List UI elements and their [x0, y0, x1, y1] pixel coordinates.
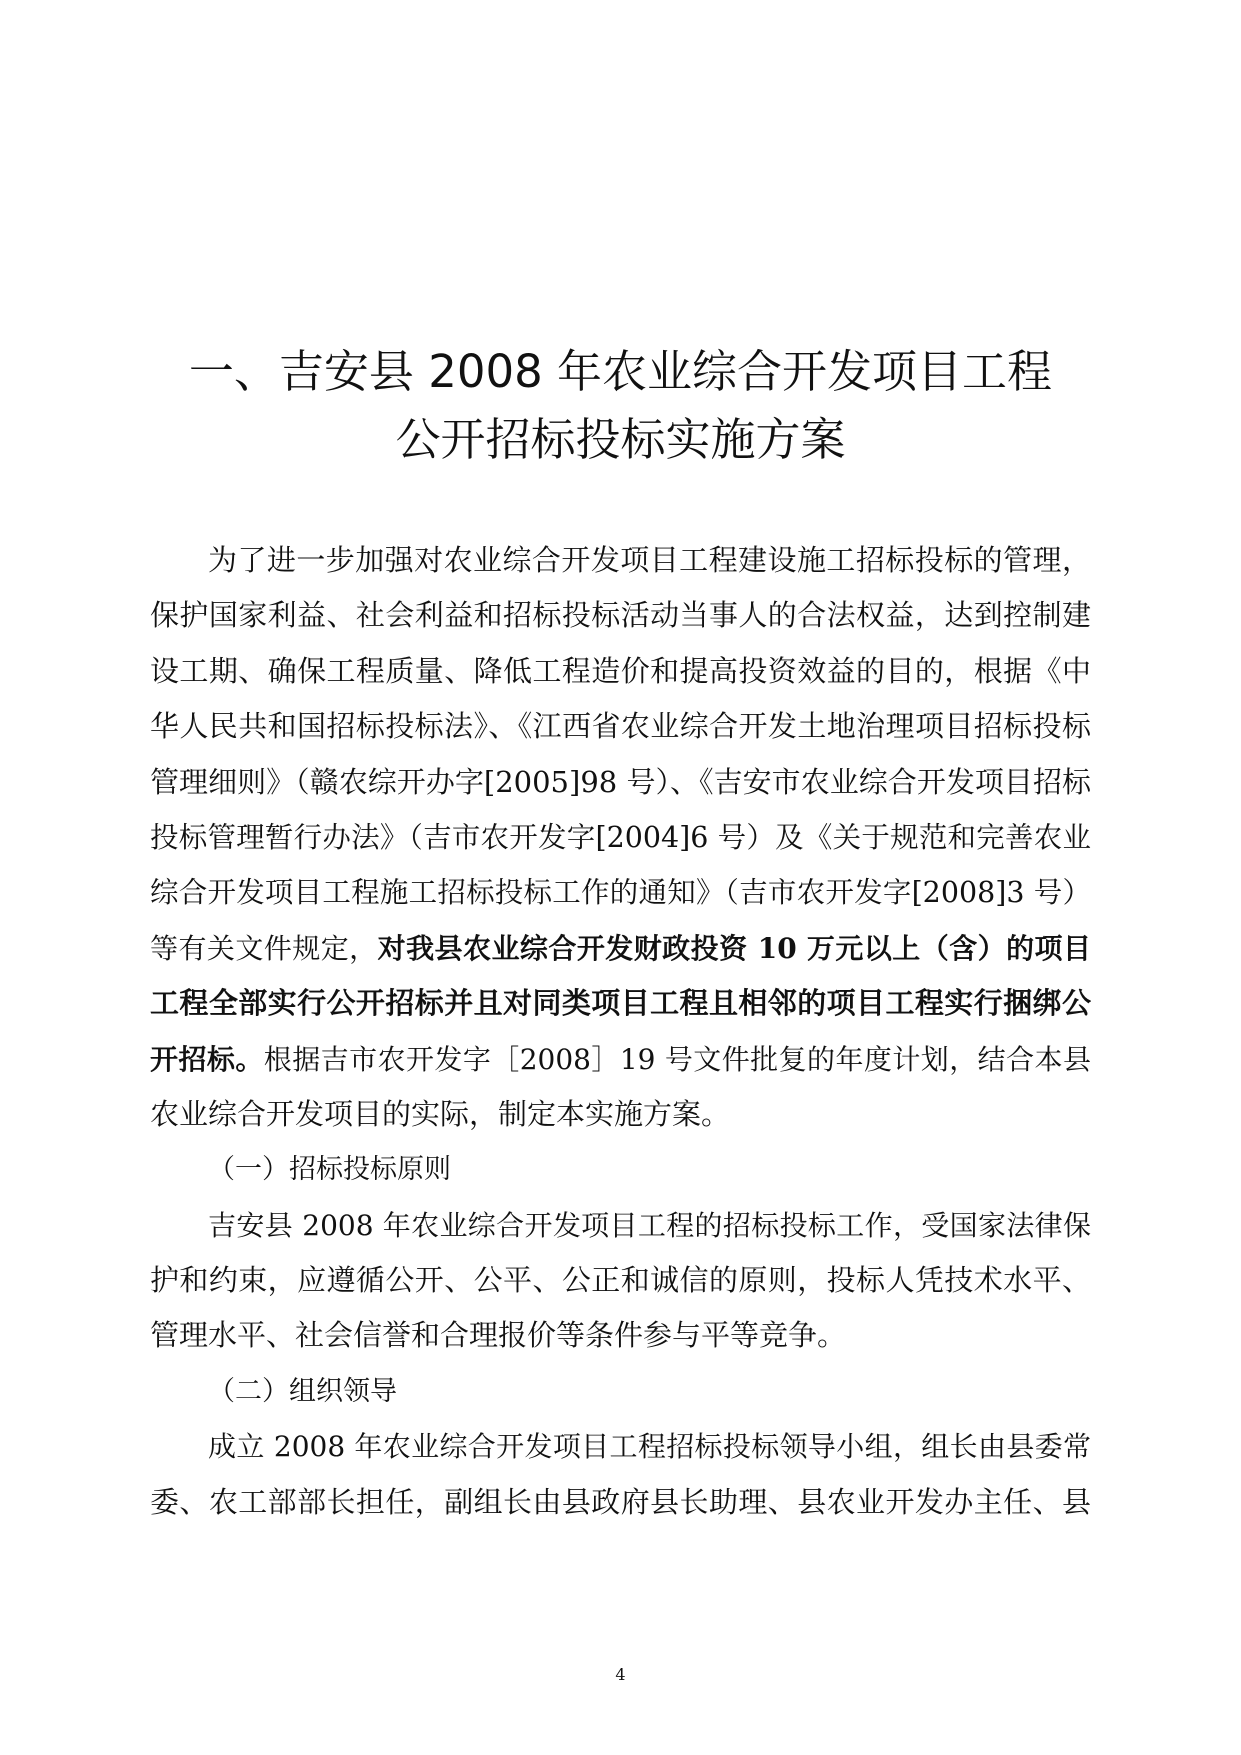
document-body — [150, 533, 1091, 1530]
document-title-line-1: 一、吉安县 2008 年农业综合开发项目工程 — [188, 345, 1053, 398]
intro-line-10 — [150, 1032, 1091, 1087]
intro-line-10-plain: 根据吉市农开发字［2008］19 号文件批复的年度计划，结合本县 — [263, 1042, 1091, 1076]
intro-line-8-bold: 对我县农业综合开发财政投资 10 万元以上（含）的项目 — [377, 931, 1091, 965]
section-1-paragraph — [150, 1198, 1091, 1364]
intro-paragraph — [150, 533, 1091, 1142]
section-2-line-1: 成立 2008 年农业综合开发项目工程招标投标领导小组，组长由县委常 — [208, 1430, 1091, 1464]
intro-line-1: 为了进一步加强对农业综合开发项目工程建设施工招标投标的管理， — [208, 543, 1091, 577]
intro-line-8-plain: 等有关文件规定， — [150, 931, 378, 965]
intro-line-9-bold: 工程全部实行公开招标并且对同类项目工程且相邻的项目工程实行捆绑公 — [150, 986, 1091, 1021]
intro-line-6: 投标管理暂行办法》（吉市农开发字[2004]6 号）及《关于规范和完善农业 — [150, 820, 1091, 854]
intro-line-7: 综合开发项目工程施工招标投标工作的通知》（吉市农开发字[2008]3 号） — [150, 876, 1091, 910]
section-1-line-1: 吉安县 2008 年农业综合开发项目工程的招标投标工作，受国家法律保 — [208, 1208, 1091, 1242]
intro-line-10-bold: 开招标。 — [150, 1042, 264, 1076]
intro-line-8 — [150, 921, 1091, 976]
intro-line-2: 保护国家利益、社会利益和招标投标活动当事人的合法权益，达到控制建 — [150, 598, 1091, 633]
intro-line-11: 农业综合开发项目的实际，制定本实施方案。 — [150, 1096, 731, 1131]
intro-line-9 — [150, 976, 1091, 1031]
intro-line-4: 华人民共和国招标投标法》、《江西省农业综合开发土地治理项目招标投标 — [150, 709, 1091, 744]
section-1-line-3: 管理水平、社会信誉和合理报价等条件参与平等竞争。 — [150, 1318, 847, 1353]
intro-line-3: 设工期、确保工程质量、降低工程造价和提高投资效益的目的，根据《中 — [150, 653, 1091, 688]
section-2-heading: （二）组织领导 — [208, 1375, 397, 1407]
section-2-line-2: 委、农工部部长担任，副组长由县政府县长助理、县农业开发办主任、县 — [150, 1484, 1091, 1519]
document-title-line-2: 公开招标投标实施方案 — [395, 413, 846, 466]
section-2-paragraph — [150, 1419, 1091, 1530]
section-1-heading: （一）招标投标原则 — [208, 1154, 451, 1186]
page-number: 4 — [615, 1665, 626, 1684]
section-1-line-2: 护和约束，应遵循公开、公平、公正和诚信的原则，投标人凭技术水平、 — [150, 1263, 1091, 1298]
intro-line-5: 管理细则》（赣农综开办字[2005]98 号）、《吉安市农业综合开发项目招标 — [150, 764, 1091, 799]
